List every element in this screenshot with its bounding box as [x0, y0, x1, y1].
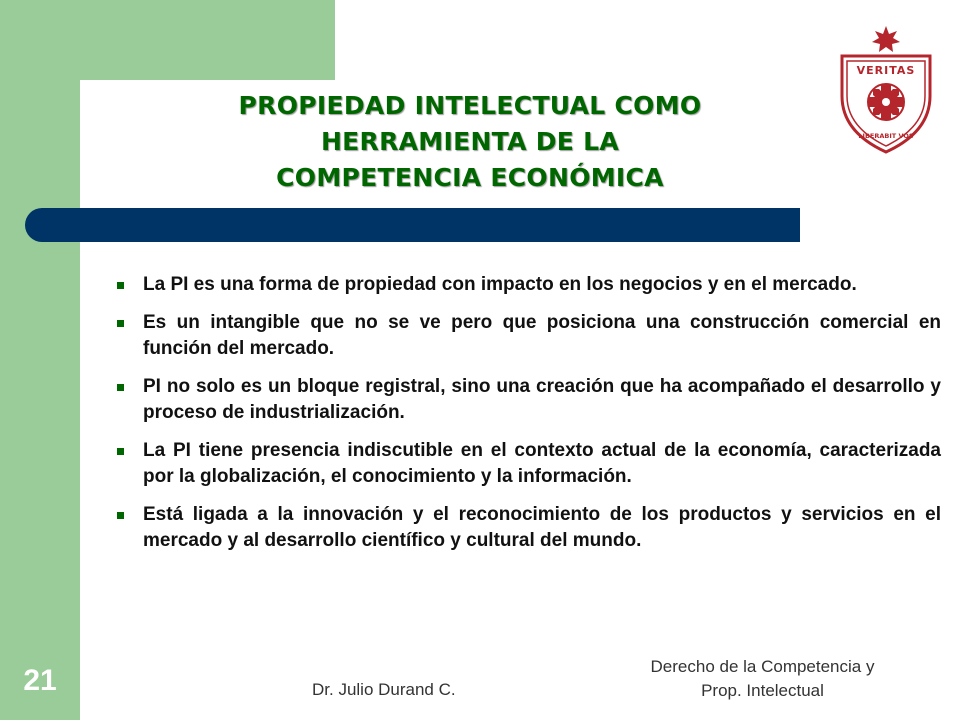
top-green-band — [80, 0, 335, 80]
bullet-item — [115, 438, 941, 490]
bullet-list — [115, 272, 941, 566]
star-icon — [872, 26, 900, 52]
square-bullet-icon — [117, 282, 124, 289]
bullet-item — [115, 502, 941, 554]
crest-motto-top: VERITAS — [856, 64, 916, 77]
square-bullet-icon — [117, 512, 124, 519]
square-bullet-icon — [117, 448, 124, 455]
bullet-text: La PI tiene presencia indiscutible en el contexto actual de la economía, caracterizada por la globalización, el conocimiento y la información. — [143, 440, 941, 487]
footer-course-line-1: Derecho de la Competencia y — [650, 657, 875, 676]
title-line-1: PROPIEDAD INTELECTUAL COMO — [238, 91, 702, 120]
title-line-3: COMPETENCIA ECONÓMICA — [276, 163, 664, 192]
page-number: 21 — [23, 664, 57, 697]
bullet-item — [115, 272, 941, 298]
slide-title — [130, 88, 810, 196]
bullet-item — [115, 310, 941, 362]
left-green-band — [0, 0, 80, 720]
bullet-item — [115, 374, 941, 426]
title-line-2: HERRAMIENTA DE LA — [320, 127, 620, 156]
footer-course-line-2: Prop. Intelectual — [701, 681, 824, 700]
cross-icon — [868, 84, 904, 120]
title-underline-bar — [25, 208, 800, 242]
university-crest-logo — [836, 26, 936, 154]
bullet-text: Está ligada a la innovación y el reconocimiento de los productos y servicios en el mercado y al desarrollo científico y cultural del mundo. — [143, 504, 941, 551]
crest-motto-bottom: LIBERABIT VOS — [858, 132, 914, 140]
bullet-text: La PI es una forma de propiedad con impacto en los negocios y en el mercado. — [143, 274, 857, 295]
square-bullet-icon — [117, 384, 124, 391]
bullet-text: PI no solo es un bloque registral, sino una creación que ha acompañado el desarrollo y proceso de industrialización. — [143, 376, 941, 423]
square-bullet-icon — [117, 320, 124, 327]
footer-author: Dr. Julio Durand C. — [312, 680, 456, 699]
bullet-text: Es un intangible que no se ve pero que posiciona una construcción comercial en función del mercado. — [143, 312, 941, 359]
footer-course — [610, 655, 915, 703]
